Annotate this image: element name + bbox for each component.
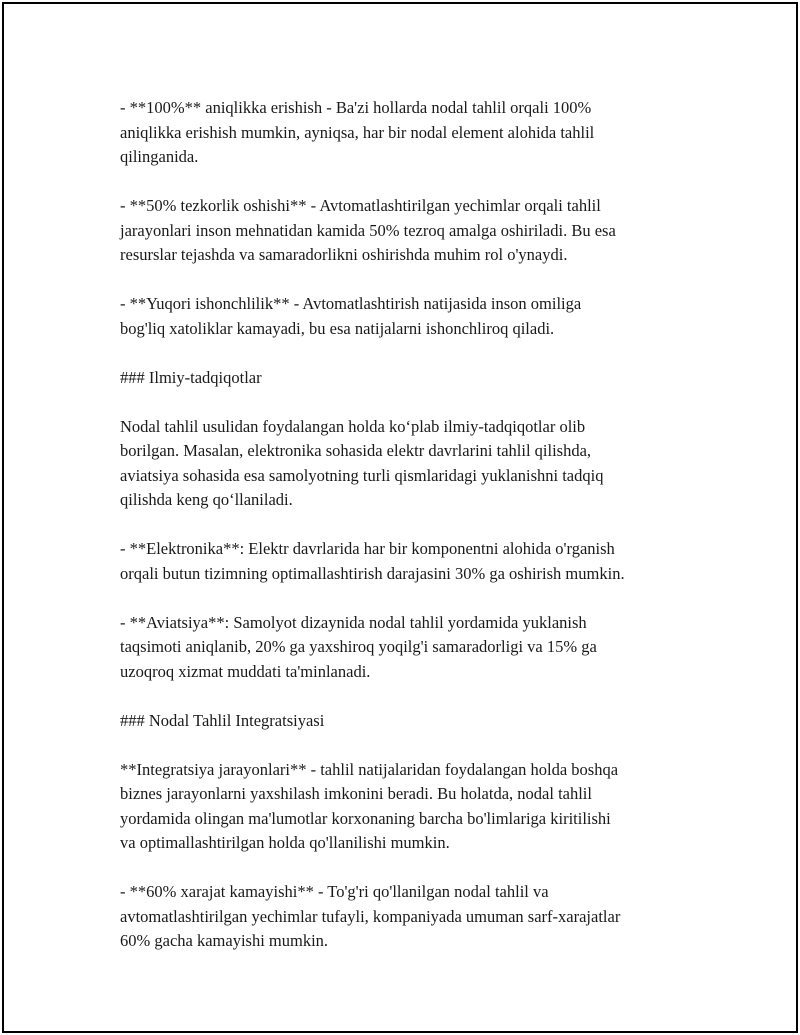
paragraph-research-intro: Nodal tahlil usulidan foydalangan holda ko‘plab ilmiy-tadqiqotlar olib borilgan. Masalan, elektronika sohasida elektr davrlarini tahlil qilishda, aviatsiya sohasida esa samolyotning turli qismlaridagi yuklanishni tadqiq qilishda keng qo‘llaniladi. — [120, 416, 604, 509]
page-frame — [2, 2, 798, 1033]
paragraph-aviation: - **Aviatsiya**: Samolyot dizaynida nodal tahlil yordamida yuklanish taqsimoti aniqlanib, 20% ga yaxshiroq yoqilg'i samaradorligi va 15% ga uzoqroq xizmat muddati ta'minlanadi. — [120, 612, 597, 681]
paragraph-accuracy: - **100%** aniqlikka erishish - Ba'zi hollarda nodal tahlil orqali 100% aniqlikka erishish mumkin, ayniqsa, har bir nodal element alohida tahlil qilinganida. — [120, 98, 595, 166]
paragraph-electronics: - **Elektronika**: Elektr davrlarida har bir komponentni alohida o'rganish orqali butun tizimning optimallashtirish darajasini 30% ga oshirish mumkin. — [120, 539, 625, 583]
paragraph-integration-processes: **Integratsiya jarayonlari** - tahlil natijalaridan foydalangan holda boshqa biznes jarayonlarni yaxshilash imkonini beradi. Bu holatda, nodal tahlil yordamida olingan ma'lumotlar korxonaning barcha bo'limlariga kiritilishi va optimallashtirilgan holda qo'llanilishi mumkin. — [120, 759, 619, 852]
paragraph-cost-reduction: - **60% xarajat kamayishi** - To'g'ri qo'llanilgan nodal tahlil va avtomatlashtirilgan yechimlar tufayli, kompaniyada umuman sarf-xarajatlar 60% gacha kamayishi mumkin. — [120, 882, 621, 950]
paragraph-speed: - **50% tezkorlik oshishi** - Avtomatlashtirilgan yechimlar orqali tahlil jarayonlari inson mehnatidan kamida 50% tezroq amalga oshiriladi. Bu esa resurslar tejashda va samaradorlikni oshirishda muhim rol o'ynaydi. — [120, 196, 616, 264]
document-body — [120, 96, 700, 954]
heading-integration: ### Nodal Tahlil Integratsiyasi — [120, 710, 325, 730]
paragraph-reliability: - **Yuqori ishonchlilik** - Avtomatlashtirish natijasida inson omiliga bog'liq xatoliklar kamayadi, bu esa natijalarni ishonchliroq qiladi. — [120, 294, 582, 338]
heading-research: ### Ilmiy-tadqiqotlar — [120, 367, 262, 387]
